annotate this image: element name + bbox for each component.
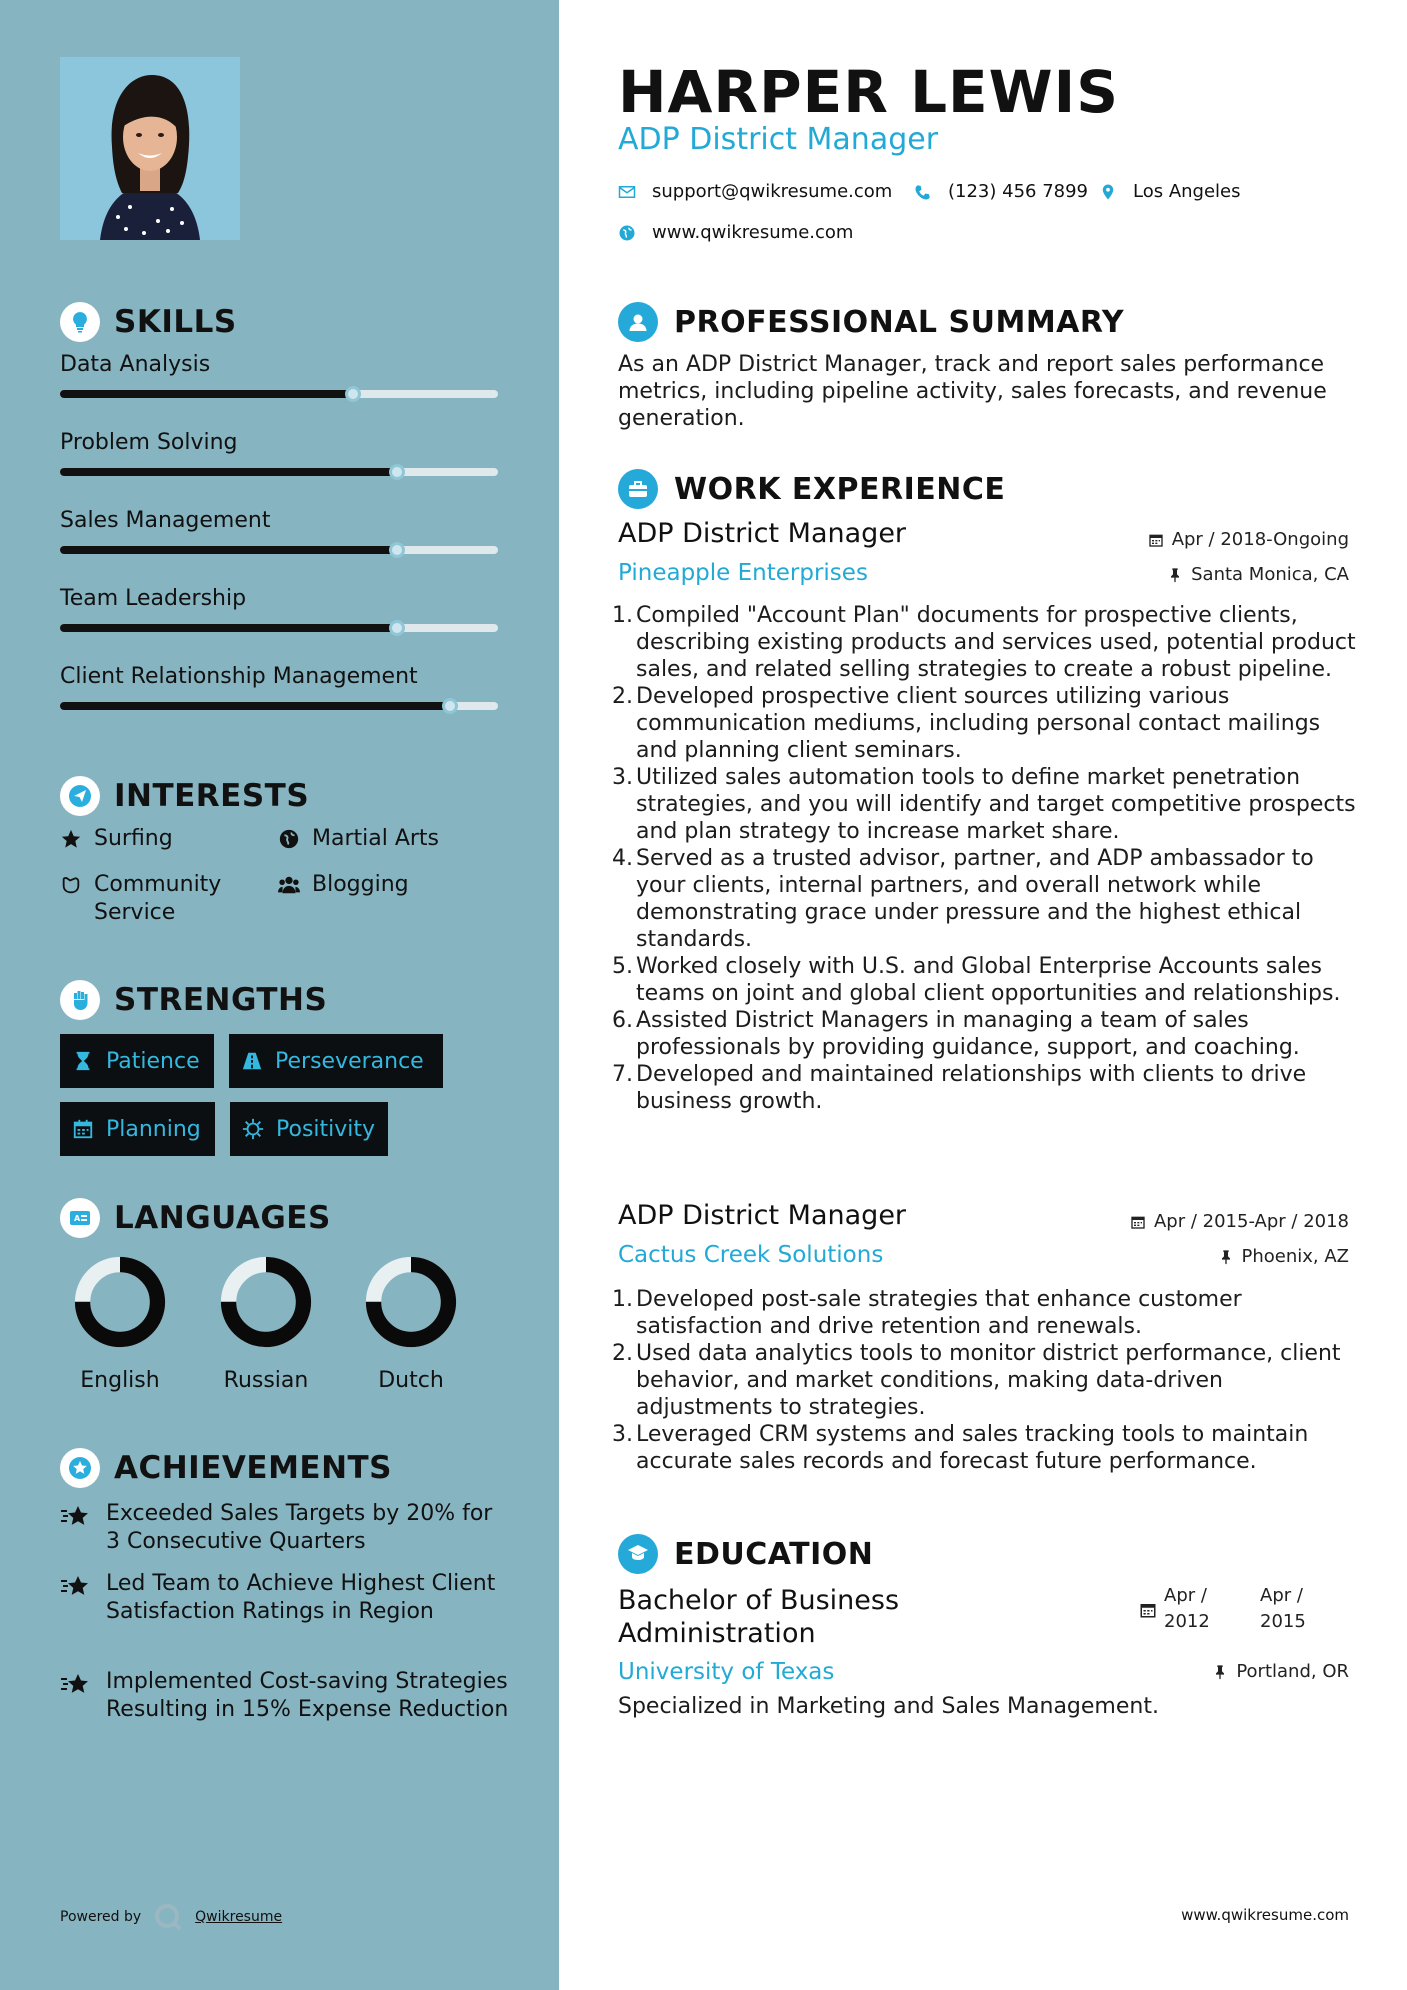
contact-phone[interactable] [914,181,1088,202]
interests-header [60,776,309,816]
job-title: ADP District Manager [618,518,907,549]
language-label: Russian [223,1368,309,1393]
education-description: Specialized in Marketing and Sales Management. [618,1694,1159,1719]
pushpin-icon [1167,567,1183,583]
skill-bar-fill [60,546,397,554]
job-bullet: 2. Developed prospective client sources utilizing various communication mediums, including personal contact mailings and planning client seminars. [612,684,1321,763]
trophy-star-icon [60,1448,100,1488]
contact-location [1099,181,1241,202]
interest-item [278,825,439,853]
powered-by [60,1902,282,1932]
job-bullet: 6. Assisted District Managers in managing a team of sales professionals by providing guidance, support, and coaching. [612,1008,1300,1060]
skill-label: Problem Solving [60,430,238,455]
experience-header [618,469,1005,509]
job-dates-text: Apr / 2015-Apr / 2018 [1153,1211,1349,1232]
skill-bar-fill [60,390,353,398]
skill-item [60,664,498,689]
language-item [351,1254,471,1393]
strength-tag [230,1102,388,1156]
achievement-item [60,1570,510,1626]
job-title: ADP District Manager [618,1200,907,1231]
job-location-text: Phoenix, AZ [1241,1246,1349,1267]
language-gauge [218,1254,314,1350]
strength-label: Perseverance [275,1048,424,1074]
profile-photo [60,57,240,240]
school-name: University of Texas [618,1659,835,1685]
summary-text: As an ADP District Manager, track and report sales performance metrics, including pipeline activity, sales forecasts, and revenue generation. [618,352,1327,431]
strength-tag [60,1102,215,1156]
language-icon [60,1198,100,1238]
candidate-name: HARPER LEWIS [618,58,1119,126]
school-location [1212,1661,1349,1682]
achievements-header [60,1448,392,1488]
shooting-star-icon [60,1572,92,1600]
interest-label: Surfing [94,826,173,851]
phone-icon [914,183,932,201]
job-bullet: 3. Utilized sales automation tools to define market penetration strategies, and you will identify and target competitive prospects and plan strategy to increase market share. [612,765,1356,844]
skill-bar-fill [60,702,450,710]
calendar-icon [1130,1214,1146,1230]
company-name: Cactus Creek Solutions [618,1242,884,1268]
user-icon [618,302,658,342]
interest-item [278,871,409,899]
job-dates [1130,1211,1349,1232]
hourglass-icon [72,1050,94,1072]
summary-header [618,302,1124,342]
job-dates-text: Apr / 2018-Ongoing [1171,529,1349,550]
envelope-icon [618,183,636,201]
briefcase-icon [618,469,658,509]
achievement-text: Implemented Cost-saving Strategies Resulting in 15% Expense Reduction [106,1669,509,1722]
skill-label: Sales Management [60,508,271,533]
achievements-title: ACHIEVEMENTS [114,1450,393,1486]
education-title: EDUCATION [674,1536,874,1572]
contact-website[interactable] [618,222,853,243]
skills-header [60,302,237,342]
skill-bar-fill [60,624,397,632]
contact-email[interactable] [618,181,892,202]
phone-text: (123) 456 7899 [948,181,1089,202]
location-text: Los Angeles [1133,181,1241,202]
calendar-icon [1139,1601,1157,1619]
job-bullet: 5. Worked closely with U.S. and Global Enterprise Accounts sales teams on joint and global client opportunities and relationships. [612,954,1341,1006]
skill-bar-fill [60,468,397,476]
strength-tag [229,1034,443,1088]
interest-label: Martial Arts [312,826,440,851]
job-bullet: 4. Served as a trusted advisor, partner, and ADP ambassador to your clients, internal partners, and overall network while demonstrating grace under pressure and the highest ethical standards. [612,846,1314,952]
job-bullets [612,1286,1364,1475]
languages-header [60,1198,331,1238]
interest-label: Blogging [312,872,409,897]
job-bullet: 1. Compiled "Account Plan" documents for prospective clients, describing existing products and services used, potential product sales, and related selling strategies to create a robust pipeline. [612,603,1356,682]
globe-icon [618,224,636,242]
summary-title: PROFESSIONAL SUMMARY [674,304,1125,340]
skill-label: Client Relationship Management [60,664,418,689]
skill-bar [60,702,498,710]
school-location-text: Portland, OR [1236,1661,1349,1682]
strengths-title: STRENGTHS [114,982,328,1018]
skills-title: SKILLS [114,304,237,340]
skill-bar-knob [389,464,405,480]
paper-plane-icon [60,776,100,816]
job-bullet: 2. Used data analytics tools to monitor district performance, client behavior, and market conditions, making data-driven adjustments to strategies. [612,1341,1341,1420]
interest-item [60,871,260,927]
fist-icon [60,980,100,1020]
interest-item [60,825,173,853]
languages-title: LANGUAGES [114,1200,331,1236]
job-bullet: 1. Developed post-sale strategies that enhance customer satisfaction and drive retention and renewals. [612,1287,1242,1339]
star-icon [60,828,82,850]
language-gauge [363,1254,459,1350]
calendar-icon [72,1118,94,1140]
strength-tag [60,1034,214,1088]
strength-label: Patience [106,1048,200,1074]
skill-bar-knob [389,542,405,558]
skill-bar [60,390,498,398]
lightbulb-icon [60,302,100,342]
degree-title: Bachelor of Business Administration [618,1585,900,1649]
skill-bar [60,468,498,476]
interest-label: Community Service [94,872,222,925]
achievement-item [60,1668,510,1724]
achievement-text: Exceeded Sales Targets by 20% for 3 Consecutive Quarters [106,1501,493,1554]
road-icon [241,1050,263,1072]
strengths-header [60,980,327,1020]
language-item [60,1254,180,1393]
qwikresume-link[interactable]: Qwikresume [195,1909,283,1925]
achievement-text: Led Team to Achieve Highest Client Satisfaction Ratings in Region [106,1571,496,1624]
sidebar [0,0,559,1990]
achievement-item [60,1500,510,1556]
language-label: English [80,1368,160,1393]
education-header [618,1534,873,1574]
experience-title: WORK EXPERIENCE [674,471,1006,507]
email-text: support@qwikresume.com [652,181,893,202]
education-start-date: Apr / 2012 [1164,1585,1210,1632]
company-name: Pineapple Enterprises [618,560,868,586]
qwikresume-logo-icon [153,1902,183,1932]
skill-label: Data Analysis [60,352,211,377]
shooting-star-icon [60,1502,92,1530]
calendar-icon [1148,532,1164,548]
users-icon [278,874,300,896]
skill-item [60,352,498,377]
svg-text:A: A [74,1214,81,1223]
shooting-star-icon [60,1670,92,1698]
job-bullets [612,602,1364,1115]
globe-icon [278,828,300,850]
sun-icon [242,1118,264,1140]
skill-label: Team Leadership [60,586,247,611]
skill-item [60,586,498,611]
strength-label: Positivity [276,1116,376,1142]
pushpin-icon [1212,1664,1228,1680]
job-dates [1148,529,1349,550]
job-location-text: Santa Monica, CA [1191,564,1349,585]
website-text: www.qwikresume.com [652,222,854,243]
skill-bar-knob [389,620,405,636]
language-gauge [72,1254,168,1350]
map-pin-icon [1099,183,1117,201]
graduate-icon [618,1534,658,1574]
language-item [206,1254,326,1393]
hand-icon [60,874,82,896]
candidate-role: ADP District Manager [618,122,939,157]
job-location [1218,1246,1350,1267]
interests-title: INTERESTS [114,778,310,814]
footer-website[interactable]: www.qwikresume.com [1181,1906,1349,1924]
skill-item [60,508,498,533]
powered-by-label: Powered by [60,1909,142,1925]
skill-bar-knob [442,698,458,714]
skill-bar-knob [345,386,361,402]
education-end-date: Apr / 2015 [1260,1585,1306,1632]
skill-bar [60,624,498,632]
job-bullet: 7. Developed and maintained relationships with clients to drive business growth. [612,1062,1307,1114]
skill-bar [60,546,498,554]
skill-item [60,430,498,455]
language-label: Dutch [378,1368,444,1393]
job-location [1167,564,1349,585]
strength-label: Planning [106,1116,201,1142]
pushpin-icon [1218,1249,1234,1265]
job-bullet: 3. Leveraged CRM systems and sales tracking tools to maintain accurate sales records and forecast future performance. [612,1422,1309,1474]
